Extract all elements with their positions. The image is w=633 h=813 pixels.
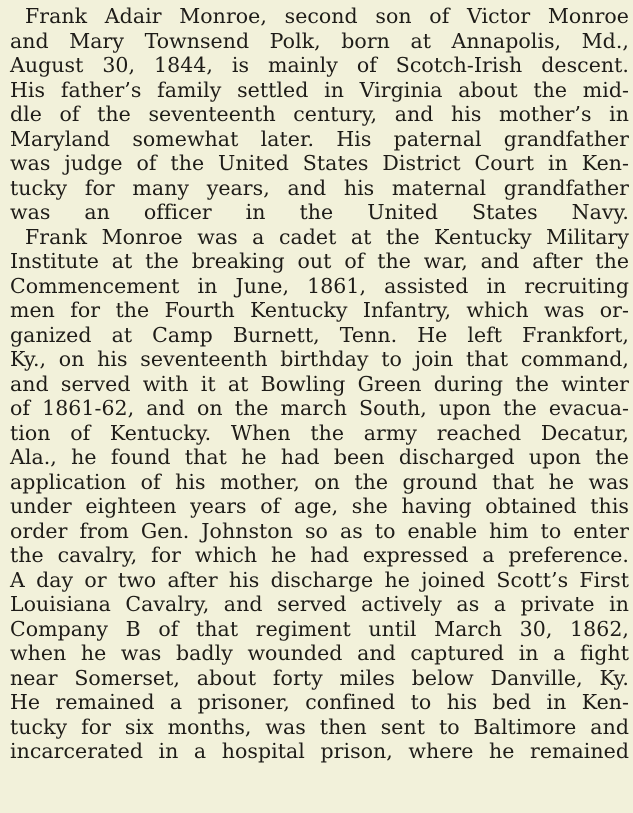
text-line: when he was badly wounded and captured in a fight bbox=[10, 641, 629, 665]
text-line: Commencement in June, 1861, assisted in recruiting bbox=[10, 273, 629, 298]
text-line: A day or two after his discharge he joined Scott’s First bbox=[10, 567, 629, 592]
text-line: His father’s family settled in Virginia about the mid- bbox=[10, 77, 629, 102]
text-line: dle of the seventeenth century, and his mother’s in bbox=[10, 102, 629, 126]
text-line: Maryland somewhat later. His paternal grandfather bbox=[10, 126, 629, 151]
paragraph-first-line: Frank Monroe was a cadet at the Kentucky Military bbox=[25, 224, 629, 249]
text-line: tucky for many years, and his maternal grandfather bbox=[10, 175, 629, 200]
text-line: was judge of the United States District Court in Ken- bbox=[10, 151, 629, 175]
text-line: Ala., he found that he had been discharged upon the bbox=[10, 445, 629, 469]
text-line: application of his mother, on the ground that he was bbox=[10, 469, 629, 494]
text-line: ganized at Camp Burnett, Tenn. He left Frankfort, bbox=[10, 322, 629, 347]
text-line: tion of Kentucky. When the army reached Decatur, bbox=[10, 420, 629, 445]
text-line: and Mary Townsend Polk, born at Annapolis, Md., bbox=[10, 28, 629, 53]
biography-text bbox=[10, 4, 629, 764]
paragraph-first-line: Frank Adair Monroe, second son of Victor Monroe bbox=[25, 4, 629, 28]
text-line: and served with it at Bowling Green during the winter bbox=[10, 371, 629, 396]
text-line: August 30, 1844, is mainly of Scotch-Irish descent. bbox=[10, 53, 629, 77]
text-line: tucky for six months, was then sent to Baltimore and bbox=[10, 714, 629, 739]
text-line: Louisiana Cavalry, and served actively as a private in bbox=[10, 592, 629, 616]
text-line: of 1861-62, and on the march South, upon the evacua- bbox=[10, 396, 629, 420]
text-line: men for the Fourth Kentucky Infantry, which was or- bbox=[10, 298, 629, 322]
text-line: He remained a prisoner, confined to his bed in Ken- bbox=[10, 690, 629, 714]
text-line: Ky., on his seventeenth birthday to join that command, bbox=[10, 347, 629, 371]
text-line: Company B of that regiment until March 30, 1862, bbox=[10, 616, 629, 641]
text-line: order from Gen. Johnston so as to enable him to enter bbox=[10, 518, 629, 543]
text-line: under eighteen years of age, she having obtained this bbox=[10, 494, 629, 518]
text-line: Institute at the breaking out of the war, and after the bbox=[10, 249, 629, 273]
text-line: was an officer in the United States Navy. bbox=[10, 200, 629, 224]
text-line: incarcerated in a hospital prison, where he remained bbox=[10, 739, 629, 763]
text-line: near Somerset, about forty miles below Danville, Ky. bbox=[10, 665, 629, 690]
text-line: the cavalry, for which he had expressed a preference. bbox=[10, 543, 629, 567]
